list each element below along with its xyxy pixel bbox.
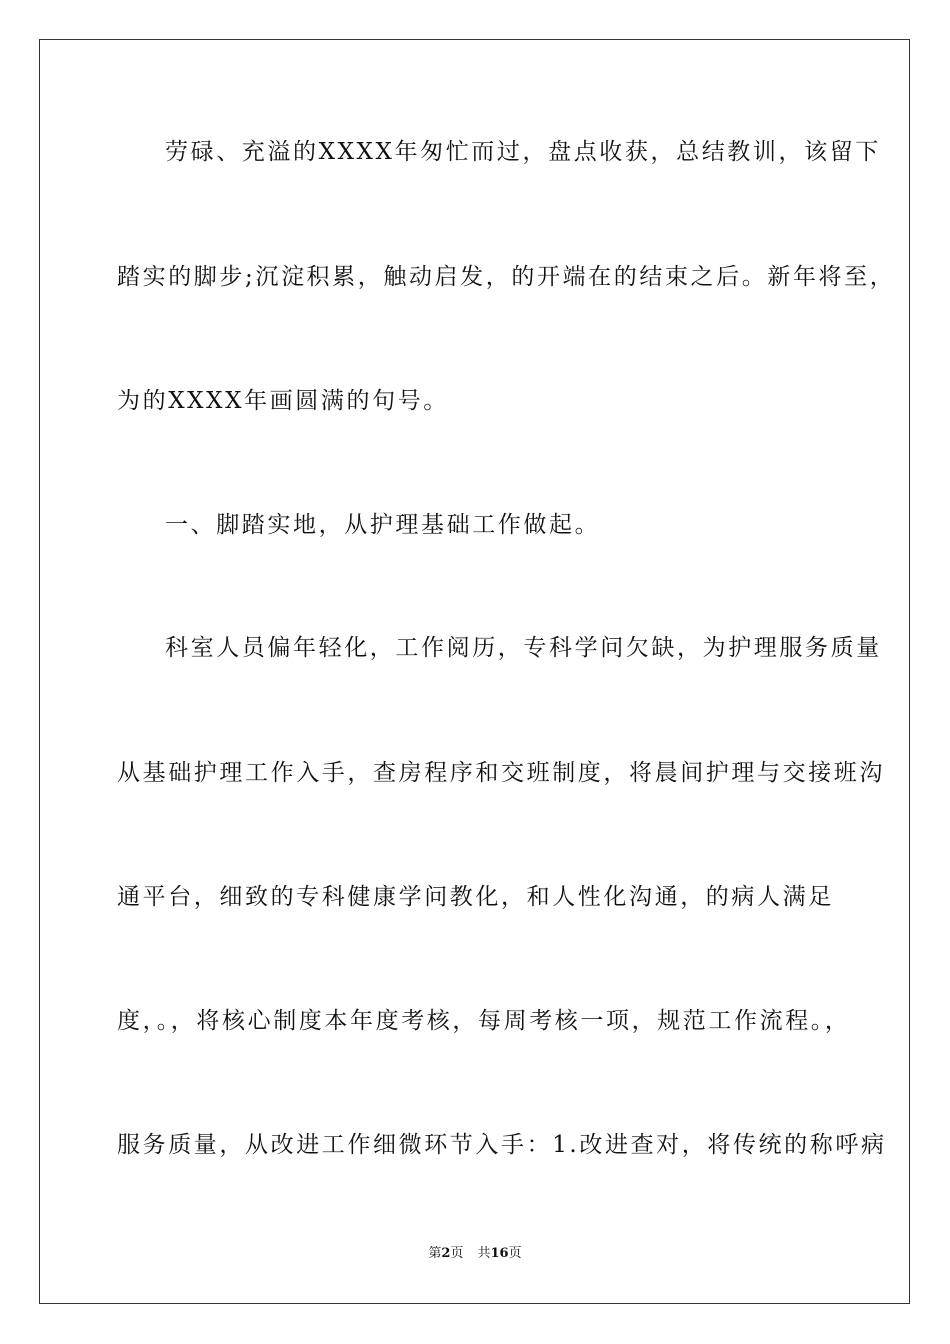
paragraph-2-line-5: 服务质量，从改进工作细微环节入手：1.改进查对，将传统的称呼病: [117, 1132, 887, 1158]
paragraph-2-line-4: 度，。，将核心制度本年度考核，每周考核一项，规范工作流程。，: [117, 1008, 851, 1034]
total-pages: 16: [490, 1246, 509, 1261]
paragraph-1-line-1: 劳碌、充溢的XXXX年匆忙而过，盘点收获，总结教训，该留下: [165, 139, 881, 165]
paragraph-1-line-3: 为的XXXX年画圆满的句号。: [117, 388, 449, 414]
total-prefix: 共: [477, 1246, 491, 1261]
paragraph-1-line-2: 踏实的脚步;沉淀积累，触动启发，的开端在的结束之后。新年将至，: [117, 264, 896, 290]
paragraph-2-line-1: 科室人员偏年轻化，工作阅历，专科学问欠缺，为护理服务质量: [165, 635, 882, 661]
paragraph-2-line-2: 从基础护理工作入手，查房程序和交班制度，将晨间护理与交接班沟: [117, 760, 885, 786]
page-frame: [39, 39, 910, 1304]
total-suffix: 页: [508, 1246, 522, 1261]
page-prefix: 第: [428, 1246, 442, 1261]
paragraph-2-line-3: 通平台，细致的专科健康学问教化，和人性化沟通，的病人满足: [117, 884, 834, 910]
page-suffix: 页: [450, 1246, 464, 1261]
page-footer: [0, 1246, 950, 1262]
section-heading-1: 一、脚踏实地，从护理基础工作做起。: [165, 512, 601, 538]
page-number: 2: [441, 1246, 451, 1261]
